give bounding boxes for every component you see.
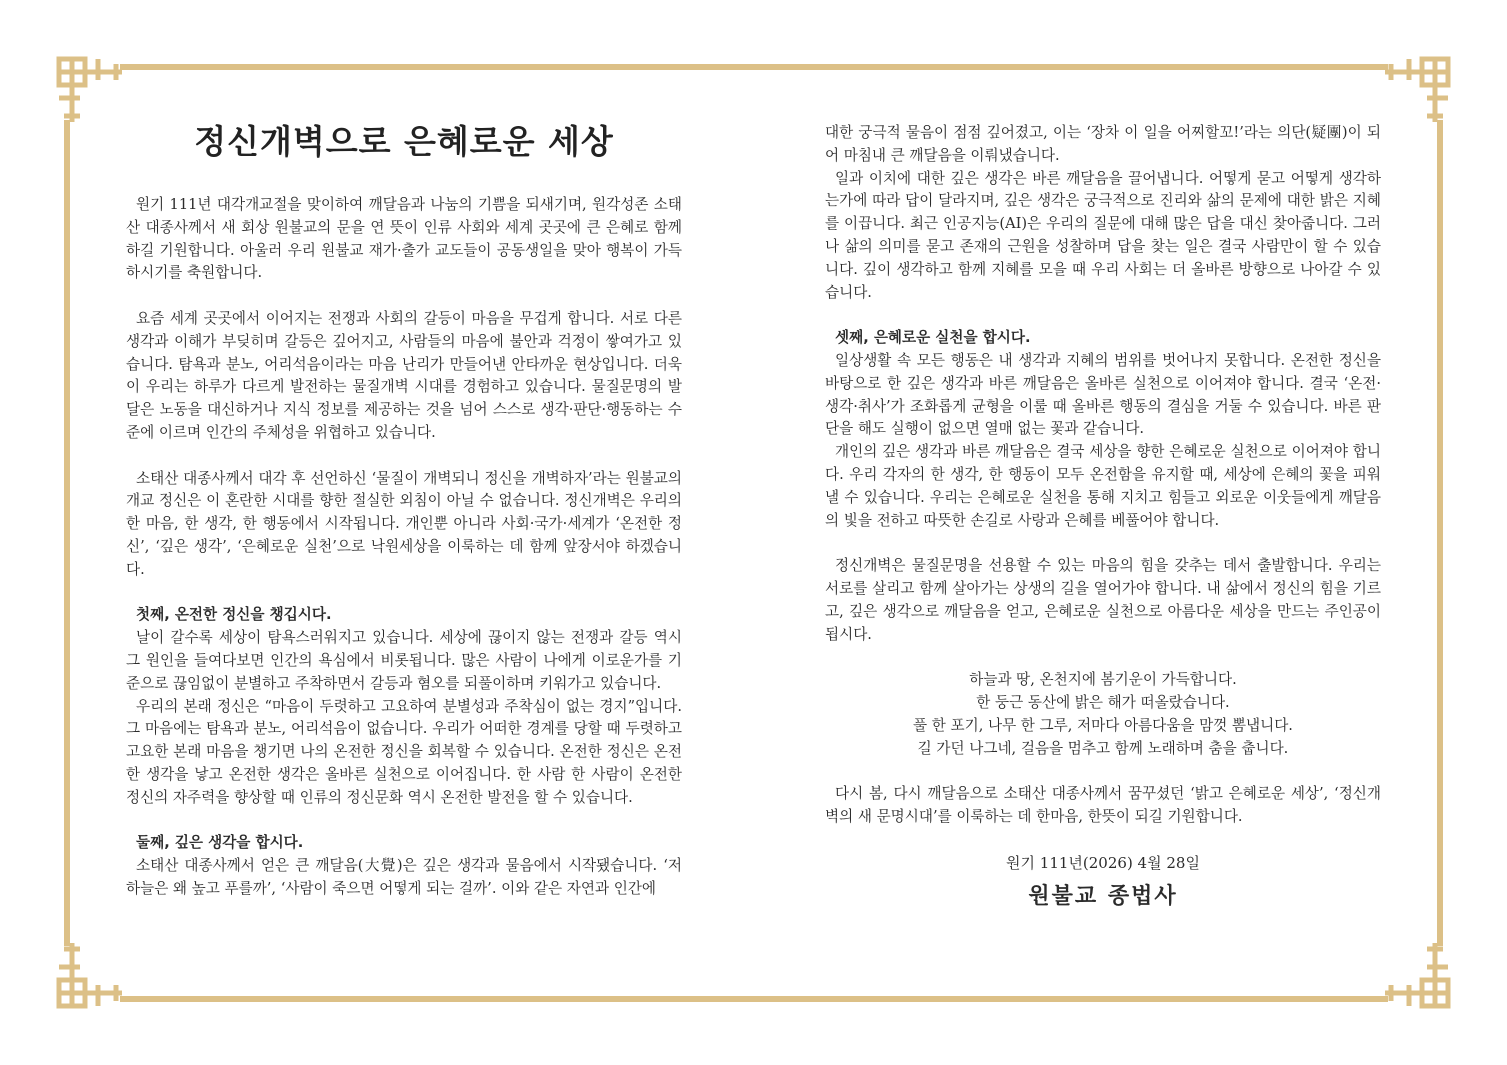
section-heading-first: 첫째, 온전한 정신을 챙깁시다.: [136, 606, 332, 624]
frame-bottom-border: [120, 996, 1388, 1002]
poem-block: [825, 669, 1381, 760]
poem-line: 길 가던 나그네, 걸음을 멈추고 함께 노래하며 춤을 춥니다.: [917, 739, 1289, 757]
corner-ornament-bottom-left: [56, 939, 126, 1009]
paragraph-closing-wish: 다시 봄, 다시 깨달음으로 소태산 대종사께서 꿈꾸셨던 ‘밝고 은혜로운 세상’, ‘정신개벽의 새 문명시대’를 이룩하는 데 한마음, 한뜻이 되길 기원합니다.: [825, 785, 1381, 825]
frame-top-border: [120, 64, 1388, 70]
paragraph-original-spirit: 우리의 본래 정신은 “마음이 두렷하고 고요하여 분별성과 주착심이 없는 경지”입니다. 그 마음에는 탐욕과 분노, 어리석음이 없습니다. 우리가 어떠한 경계를 당할 때 두렷하고 고요한 본래 마음을 챙기면 나의 온전한 정신을 회복할 수 있습니다. 온전한 정신은 온전한 생각을 낳고 온전한 생각은 올바른 실천으로 이어집니다. 한 사람 한 사람이 온전한 정신의 자주력을 향상할 때 인류의 정신문화 역시 온전한 발전을 할 수 있습니다.: [126, 697, 682, 806]
paragraph-spiritual-opening: 정신개벽은 물질문명을 선용할 수 있는 마음의 힘을 갖추는 데서 출발합니다. 우리는 서로를 살리고 함께 살아가는 상생의 길을 열어가야 합니다. 내 삶에서 정신의 힘을 기르고, 깊은 생각으로 깨달음을 얻고, 은혜로운 실천으로 아름다운 세상을 만드는 주인공이 됩시다.: [825, 557, 1381, 643]
corner-ornament-bottom-right: [1381, 939, 1451, 1009]
paragraph-deep-thinking: 일과 이치에 대한 깊은 생각은 바른 깨달음을 끌어냅니다. 어떻게 묻고 어떻게 생각하는가에 따라 답이 달라지며, 깊은 생각은 궁극적으로 진리와 삶의 문제에 대한 밝은 지혜를 이끕니다. 최근 인공지능(AI)은 우리의 질문에 대해 많은 답을 대신 찾아줍니다. 그러나 삶의 의미를 묻고 존재의 근원을 성찰하며 답을 찾는 일은 결국 사람만이 할 수 있습니다. 깊이 생각하고 함께 지혜를 모을 때 우리 사회는 더 올바른 방향으로 나아갈 수 있습니다.: [825, 169, 1381, 301]
paragraph-greeting: 원기 111년 대각개교절을 맞이하여 깨달음과 나눔의 기쁨을 되새기며, 원각성존 소태산 대종사께서 새 회상 원불교의 문을 연 뜻이 인류 사회와 세계 곳곳에 큰 은혜로 함께하길 기원합니다. 아울러 우리 원불교 재가·출가 교도들이 공동생일을 맞아 행복이 가득하시기를 축원합니다.: [126, 196, 682, 282]
poem-line: 풀 한 포기, 나무 한 그루, 저마다 아름다움을 맘껏 뽐냅니다.: [913, 716, 1293, 734]
paragraph-greed: 날이 갈수록 세상이 탐욕스러워지고 있습니다. 세상에 끊이지 않는 전쟁과 갈등 역시 그 원인을 들여다보면 인간의 욕심에서 비롯됩니다. 많은 사람이 나에게 이로운가를 기준으로 끊임없이 분별하고 주착하면서 갈등과 혐오를 되풀이하며 키워가고 있습니다.: [126, 629, 682, 692]
paragraph-daily-practice: 일상생활 속 모든 행동은 내 생각과 지혜의 범위를 벗어나지 못합니다. 온전한 정신을 바탕으로 한 깊은 생각과 바른 깨달음은 올바른 실천으로 이어져야 합니다. 결국 ‘온전·생각·취사’가 조화롭게 균형을 이룰 때 올바른 행동의 결심을 거둘 수 있습니다. 바른 판단을 해도 실행이 없으면 열매 없는 꽃과 같습니다.: [825, 351, 1381, 438]
section-heading-second: 둘째, 깊은 생각을 합시다.: [136, 834, 304, 852]
left-column: [126, 118, 682, 901]
section-heading-third: 셋째, 은혜로운 실천을 합시다.: [835, 329, 1031, 347]
paragraph-grace-practice: 개인의 깊은 생각과 바른 깨달음은 결국 세상을 향한 은혜로운 실천으로 이어져야 합니다. 우리 각자의 한 생각, 한 행동이 모두 온전함을 유지할 때, 세상에 은혜의 꽃을 피워낼 수 있습니다. 우리는 은혜로운 실천을 통해 지치고 힘들고 외로운 이웃들에게 깨달음의 빛을 전하고 따뜻한 손길로 사랑과 은혜를 베풀어야 합니다.: [825, 443, 1381, 529]
paragraph-world-conflict: 요즘 세계 곳곳에서 이어지는 전쟁과 사회의 갈등이 마음을 무겁게 합니다. 서로 다른 생각과 이해가 부딪히며 갈등은 깊어지고, 사람들의 마음에 불안과 걱정이 쌓여가고 있습니다. 탐욕과 분노, 어리석음이라는 마음 난리가 만들어낸 안타까운 현상입니다. 더욱이 우리는 하루가 다르게 발전하는 물질개벽 시대를 경험하고 있습니다. 물질문명의 발달은 노동을 대신하거나 지식 정보를 제공하는 것을 넘어 스스로 생각·판단·행동하는 수준에 이르며 인간의 주체성을 위협하고 있습니다.: [126, 309, 682, 441]
poem-line: 하늘과 땅, 온천지에 봄기운이 가득합니다.: [969, 671, 1237, 689]
poem-line: 한 둥근 동산에 밝은 해가 떠올랐습니다.: [976, 693, 1230, 711]
corner-ornament-top-left: [56, 56, 126, 126]
frame-right-border: [1437, 120, 1443, 946]
signature: 원불교 종법사: [1028, 884, 1178, 910]
right-column: [825, 122, 1381, 909]
corner-ornament-top-right: [1381, 56, 1451, 126]
paragraph-ultimate-question: 대한 궁극적 물음이 점점 깊어졌고, 이는 ‘장차 이 일을 어찌할꼬!’라는 의단(疑團)이 되어 마침내 큰 깨달음을 이뤄냈습니다.: [825, 124, 1381, 164]
paragraph-great-awakening: 소태산 대종사께서 얻은 큰 깨달음(大覺)은 깊은 생각과 물음에서 시작됐습니다. ‘저 하늘은 왜 높고 푸를까’, ‘사람이 죽으면 어떻게 되는 걸까’. 이와 같은 자연과 인간에: [126, 857, 682, 897]
date-line: 원기 111년(2026) 4월 28일: [1006, 853, 1200, 872]
paragraph-founding-spirit: 소태산 대종사께서 대각 후 선언하신 ‘물질이 개벽되니 정신을 개벽하자’라는 원불교의 개교 정신은 이 혼란한 시대를 향한 절실한 외침이 아닐 수 없습니다. 정신개벽은 우리의 한 마음, 한 생각, 한 행동에서 시작됩니다. 개인뿐 아니라 사회·국가·세계가 ‘온전한 정신’, ‘깊은 생각’, ‘은혜로운 실천’으로 낙원세상을 이룩하는 데 함께 앞장서야 하겠습니다.: [126, 469, 682, 578]
frame-left-border: [64, 120, 70, 946]
page-title: 정신개벽으로 은혜로운 세상: [194, 122, 614, 161]
